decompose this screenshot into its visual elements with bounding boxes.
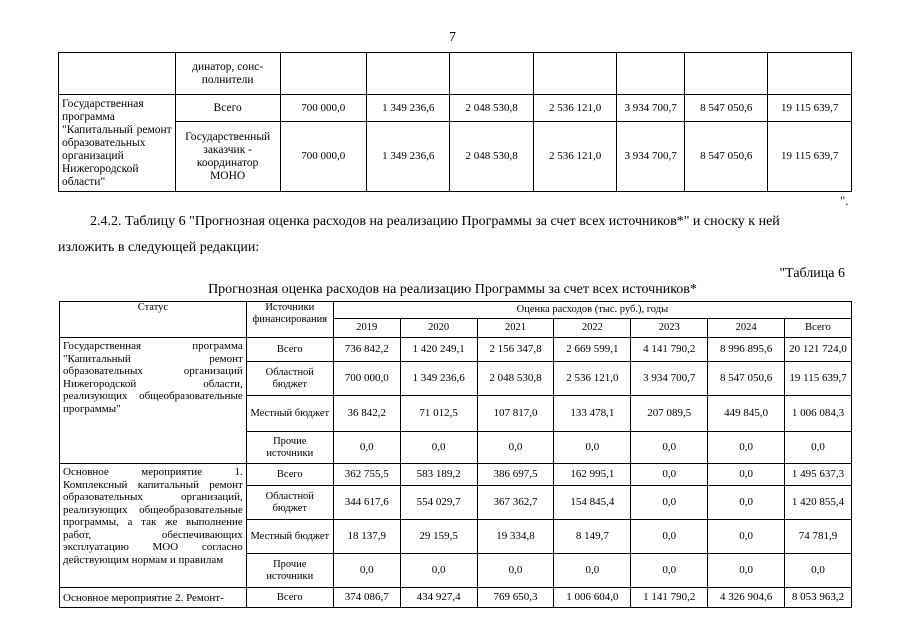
closing-quote: ". xyxy=(840,193,849,208)
value-cell: 1 495 637,3 xyxy=(785,464,852,486)
status-cell: Основное мероприятие 2. Ремонт- xyxy=(60,588,247,608)
value-cell: 2 156 347,8 xyxy=(477,338,554,362)
top-table-continuation xyxy=(58,52,852,192)
value-cell: 20 121 724,0 xyxy=(785,338,852,362)
table-row xyxy=(59,53,852,95)
value-cell: 8 547 050,6 xyxy=(684,122,767,192)
value-cell: 386 697,5 xyxy=(477,464,554,486)
value-cell: 3 934 700,7 xyxy=(631,362,708,396)
value-cell: 0,0 xyxy=(631,554,708,588)
value-cell: 0,0 xyxy=(785,432,852,464)
value-cell: 1 006 084,3 xyxy=(785,396,852,432)
source-cell: Всего xyxy=(246,588,333,608)
source-cell: Прочие источники xyxy=(246,432,333,464)
value-cell: 4 141 790,2 xyxy=(631,338,708,362)
value-cell: 700 000,0 xyxy=(280,122,366,192)
value-cell: 107 817,0 xyxy=(477,396,554,432)
value-cell: 1 349 236,6 xyxy=(367,95,450,122)
value-cell: 1 349 236,6 xyxy=(367,122,450,192)
status-cell: Государственная программа "Капитальный ремонт образовательных организаций Нижегородской области" xyxy=(59,95,176,192)
value-cell: 583 189,2 xyxy=(400,464,477,486)
value-cell: 344 617,6 xyxy=(333,486,400,520)
value-cell: 8 547 050,6 xyxy=(684,95,767,122)
value-cell: 0,0 xyxy=(333,554,400,588)
value-cell: 0,0 xyxy=(708,554,785,588)
year-header: 2024 xyxy=(708,319,785,338)
value-cell: 8 996 895,6 xyxy=(708,338,785,362)
value-cell: 154 845,4 xyxy=(554,486,631,520)
year-header: 2023 xyxy=(631,319,708,338)
table-row xyxy=(60,588,852,608)
source-cell: Всего xyxy=(246,464,333,486)
table-title: Прогнозная оценка расходов на реализацию Программы за счет всех источников* xyxy=(208,282,697,297)
value-cell: 18 137,9 xyxy=(333,520,400,554)
header-row xyxy=(60,302,852,319)
year-header: Всего xyxy=(785,319,852,338)
value-cell: 0,0 xyxy=(708,520,785,554)
value-cell: 207 089,5 xyxy=(631,396,708,432)
value-cell: 2 536 121,0 xyxy=(533,122,616,192)
status-cell: Основное мероприятие 1. Комплексный капитальный ремонт образовательных организаций, реализующих общеобразовательные программы, а так же выполнение работ, обеспечивающих эксплуатацию МОО согласно действующим нормам и правилам xyxy=(60,464,247,588)
value-cell: 4 326 904,6 xyxy=(708,588,785,608)
value-cell: 133 478,1 xyxy=(554,396,631,432)
source-cell: Всего xyxy=(175,95,280,122)
table-number: "Таблица 6 xyxy=(779,266,845,281)
value-cell: 1 006 604,0 xyxy=(554,588,631,608)
value-cell: 8 547 050,6 xyxy=(708,362,785,396)
status-cell: Государственная программа "Капитальный ремонт образовательных организаций Нижегородской области, реализующих общеобразовательные программы" xyxy=(60,338,247,464)
source-cell: динатор, соис-полнители xyxy=(175,53,280,95)
value-cell: 3 934 700,7 xyxy=(617,122,685,192)
year-header: 2022 xyxy=(554,319,631,338)
value-cell: 700 000,0 xyxy=(333,362,400,396)
value-cell: 2 048 530,8 xyxy=(477,362,554,396)
value-cell: 1 420 249,1 xyxy=(400,338,477,362)
value-cell: 0,0 xyxy=(554,432,631,464)
table-row xyxy=(60,464,852,486)
value-cell: 2 048 530,8 xyxy=(450,122,533,192)
value-cell: 29 159,5 xyxy=(400,520,477,554)
value-cell: 449 845,0 xyxy=(708,396,785,432)
header-sources: Источники финансирования xyxy=(246,302,333,338)
source-cell: Местный бюджет xyxy=(246,520,333,554)
value-cell: 162 995,1 xyxy=(554,464,631,486)
table-row xyxy=(60,338,852,362)
value-cell: 2 536 121,0 xyxy=(554,362,631,396)
source-cell: Местный бюджет xyxy=(246,396,333,432)
value-cell: 1 420 855,4 xyxy=(785,486,852,520)
value-cell: 0,0 xyxy=(477,554,554,588)
page-number: 7 xyxy=(449,30,456,45)
value-cell: 0,0 xyxy=(785,554,852,588)
paragraph-text: 2.4.2. Таблицу 6 "Прогнозная оценка расходов на реализацию Программы за счет всех источников*" и сноску к ней xyxy=(90,214,780,229)
header-estimate: Оценка расходов (тыс. руб.), годы xyxy=(333,302,851,319)
value-cell: 2 536 121,0 xyxy=(533,95,616,122)
value-cell: 0,0 xyxy=(554,554,631,588)
source-cell: Областной бюджет xyxy=(246,486,333,520)
value-cell: 0,0 xyxy=(477,432,554,464)
source-cell: Государственный заказчик - координатор МОНО xyxy=(175,122,280,192)
value-cell: 71 012,5 xyxy=(400,396,477,432)
value-cell: 2 669 599,1 xyxy=(554,338,631,362)
value-cell: 554 029,7 xyxy=(400,486,477,520)
value-cell: 362 755,5 xyxy=(333,464,400,486)
value-cell: 3 934 700,7 xyxy=(617,95,685,122)
value-cell: 0,0 xyxy=(631,432,708,464)
value-cell: 374 086,7 xyxy=(333,588,400,608)
value-cell: 1 349 236,6 xyxy=(400,362,477,396)
value-cell: 0,0 xyxy=(631,486,708,520)
table-6 xyxy=(59,301,852,608)
value-cell: 700 000,0 xyxy=(280,95,366,122)
value-cell: 36 842,2 xyxy=(333,396,400,432)
value-cell: 19 334,8 xyxy=(477,520,554,554)
header-status: Статус xyxy=(60,302,247,338)
year-header: 2021 xyxy=(477,319,554,338)
value-cell: 19 115 639,7 xyxy=(768,122,852,192)
value-cell: 736 842,2 xyxy=(333,338,400,362)
value-cell: 74 781,9 xyxy=(785,520,852,554)
value-cell: 367 362,7 xyxy=(477,486,554,520)
source-cell: Областной бюджет xyxy=(246,362,333,396)
value-cell: 2 048 530,8 xyxy=(450,95,533,122)
value-cell: 0,0 xyxy=(400,554,477,588)
table-row xyxy=(59,122,852,192)
value-cell: 0,0 xyxy=(333,432,400,464)
value-cell: 0,0 xyxy=(400,432,477,464)
value-cell: 19 115 639,7 xyxy=(768,95,852,122)
value-cell: 19 115 639,7 xyxy=(785,362,852,396)
value-cell: 1 141 790,2 xyxy=(631,588,708,608)
year-header: 2019 xyxy=(333,319,400,338)
source-cell: Прочие источники xyxy=(246,554,333,588)
value-cell: 8 149,7 xyxy=(554,520,631,554)
value-cell: 434 927,4 xyxy=(400,588,477,608)
table-row xyxy=(59,95,852,122)
value-cell: 8 053 963,2 xyxy=(785,588,852,608)
value-cell: 0,0 xyxy=(708,464,785,486)
value-cell: 769 650,3 xyxy=(477,588,554,608)
value-cell: 0,0 xyxy=(631,464,708,486)
source-cell: Всего xyxy=(246,338,333,362)
paragraph-text-continued: изложить в следующей редакции: xyxy=(58,240,260,255)
value-cell: 0,0 xyxy=(708,432,785,464)
year-header: 2020 xyxy=(400,319,477,338)
value-cell: 0,0 xyxy=(708,486,785,520)
value-cell: 0,0 xyxy=(631,520,708,554)
